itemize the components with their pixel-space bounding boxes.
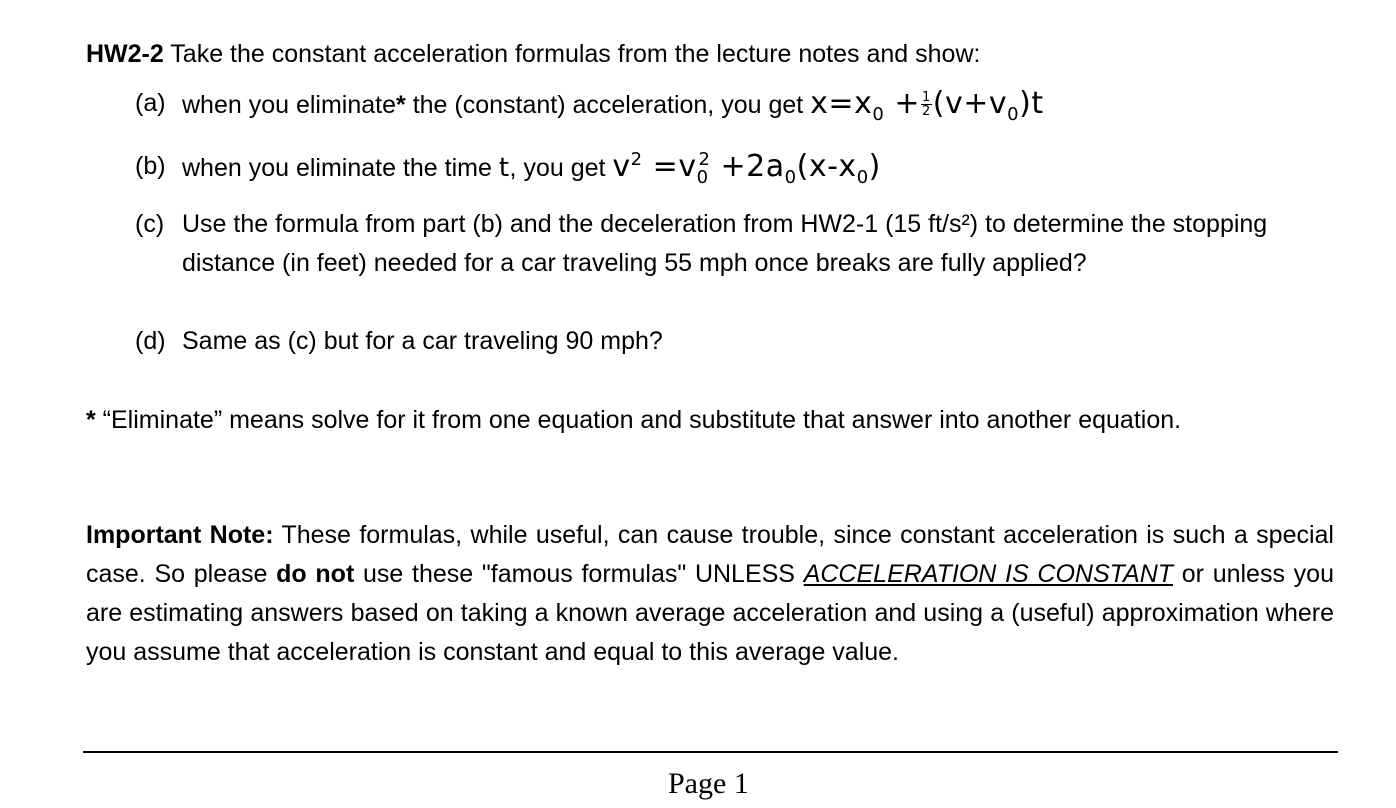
important-note: Important Note: These formulas, while useful, can cause trouble, since constant acceleration is such a special case. So please do not use these "famous formulas" UNLESS ACCELERATION IS CONSTANT or unless you are estimating answers based on taking a known average acceleration and using a (useful) approximation where you assume that acceleration is constant and equal to this average value. [86, 521, 1334, 666]
part-c-label: (c) [135, 210, 165, 238]
footnote [86, 401, 1334, 440]
part-d-label: (d) [135, 327, 166, 355]
formula-b: $v^2 =v_0^2 +2a_0(x-x_0)$ [612, 149, 881, 188]
note-bold: do not [276, 560, 355, 588]
footer-divider [83, 751, 1338, 753]
part-b-label: (b) [135, 152, 166, 180]
problem-intro: Take the constant acceleration formulas from the lecture notes and show: [163, 40, 981, 68]
footnote-star: * [86, 406, 96, 434]
part-b [135, 147, 881, 188]
part-c-text: Use the formula from part (b) and the deceleration from HW2-1 (15 ft/s²) to determine the stopping distance (in feet) needed for a car traveling 55 mph once breaks are fully applied? [182, 210, 1268, 277]
page-number: Page 1 [668, 767, 749, 800]
part-a-star: * [396, 91, 406, 119]
part-d-text: Same as (c) but for a car traveling 90 mph? [182, 327, 663, 355]
part-a-text2: the (constant) acceleration, you get [405, 91, 811, 119]
time-variable: t [498, 153, 510, 183]
problem-heading [86, 36, 980, 72]
note-label: Important Note: [86, 521, 274, 549]
formula-a: $x=x_0$ + $\frac{1}{2}$ $(v+v_0)t$ [810, 86, 1044, 125]
note-emphasis: ACCELERATION IS CONSTANT [803, 560, 1174, 588]
part-b-text2: , you get [509, 154, 613, 182]
fraction-one-half: $\frac{1}{2}$ [921, 90, 931, 119]
part-a-text: when you eliminate [182, 91, 397, 119]
part-c [135, 205, 1317, 283]
part-b-text: when you eliminate the time [182, 154, 499, 182]
part-d [135, 322, 663, 361]
part-a-label: (a) [135, 89, 166, 117]
problem-label: HW2-2 [86, 40, 164, 68]
footnote-text: “Eliminate” means solve for it from one equation and substitute that answer into another equation. [95, 406, 1182, 434]
part-a [135, 84, 1044, 125]
